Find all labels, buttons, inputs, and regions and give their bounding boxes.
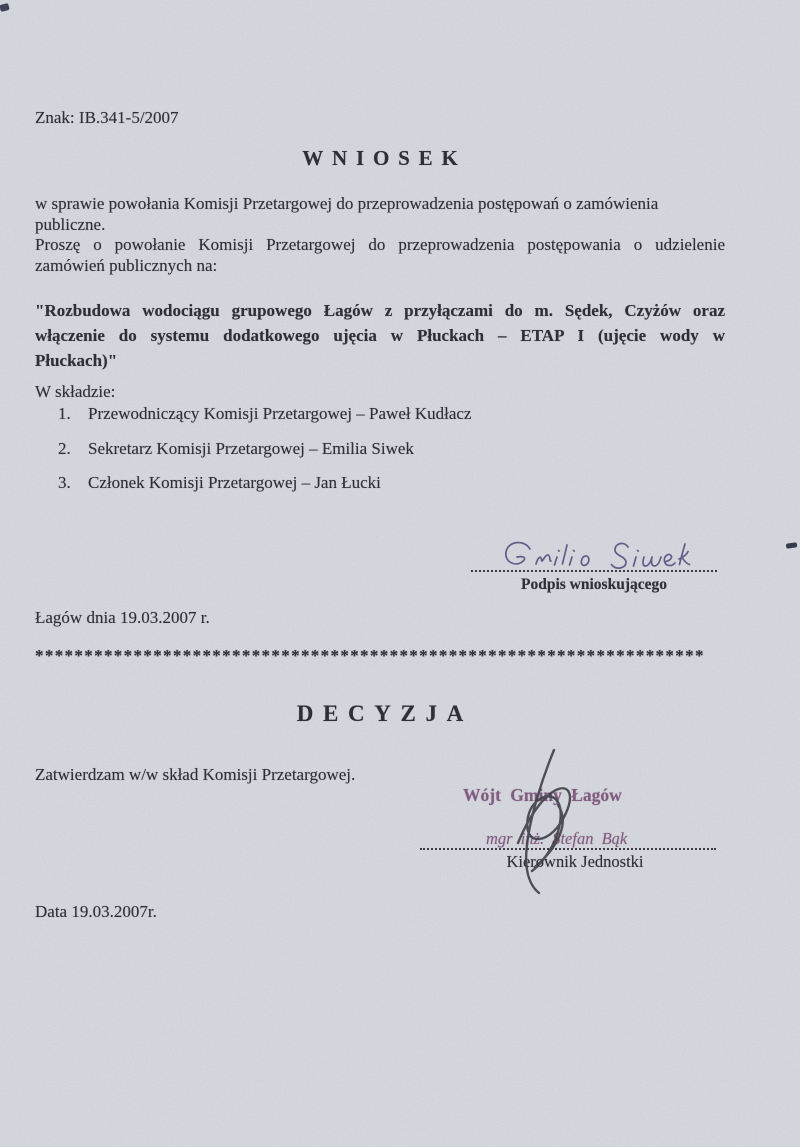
member-number: 3. xyxy=(58,473,71,492)
member-text: Członek Komisji Przetargowej – Jan Łucki xyxy=(88,473,381,492)
subject-line-2: włączenie do systemu dodatkowego ujęcia w Płuckach – ETAP I (ujęcie wody w xyxy=(35,325,725,345)
approval-statement: Zatwierdzam w/w skład Komisji Przetargowej. xyxy=(35,765,356,784)
scan-speck-top-left xyxy=(0,3,10,12)
asterisk-separator: ******************************************************************** xyxy=(35,646,705,665)
stamp-official-name: mgr inż. Stefan Bąk xyxy=(486,829,628,848)
intro-line-3: Proszę o powołanie Komisji Przetargowej do przeprowadzenia postępowania o udzielenie xyxy=(35,235,725,255)
member-text: Sekretarz Komisji Przetargowej – Emilia Siwek xyxy=(88,438,414,458)
member-number: 2. xyxy=(58,438,71,458)
signature-caption: Podpis wnioskującego xyxy=(521,576,667,593)
handwritten-signature-flourish xyxy=(490,747,586,895)
decyzja-date: Data 19.03.2007r. xyxy=(35,902,157,921)
decyzja-title: DECYZJA xyxy=(296,701,473,726)
handwritten-signature-emilia-siwek xyxy=(468,536,708,576)
tender-subject-paragraph xyxy=(35,299,725,373)
wniosek-title: WNIOSEK xyxy=(302,146,467,170)
wniosek-intro-paragraphs xyxy=(35,194,725,276)
intro-line-1: w sprawie powołania Komisji Przetargowej do przeprowadzenia postępowań o zamówienia xyxy=(35,194,659,213)
subject-line-1: "Rozbudowa wodociągu grupowego Łagów z przyłączami do m. Sędek, Czyżów oraz xyxy=(35,301,725,320)
intro-line-2: publiczne. xyxy=(35,214,106,234)
list-item xyxy=(58,473,658,493)
member-text: Przewodniczący Komisji Przetargowej – Paweł Kudłacz xyxy=(88,404,472,423)
document-reference-number: Znak: IB.341-5/2007 xyxy=(35,108,179,127)
stamp-office-title: Wójt Gminy Łagów xyxy=(463,785,622,805)
wniosek-place-date: Łagów dnia 19.03.2007 r. xyxy=(35,608,210,627)
committee-members-list xyxy=(58,404,658,508)
subject-line-3: Płuckach)" xyxy=(35,350,118,370)
scan-speck-right-edge xyxy=(786,542,798,548)
composition-heading: W składzie: xyxy=(35,382,116,401)
list-item xyxy=(58,439,658,459)
list-item xyxy=(58,404,658,424)
member-number: 1. xyxy=(58,404,71,423)
stamp-caption: Kierownik Jednostki xyxy=(506,852,644,871)
intro-line-4: zamówień publicznych na: xyxy=(35,255,218,275)
